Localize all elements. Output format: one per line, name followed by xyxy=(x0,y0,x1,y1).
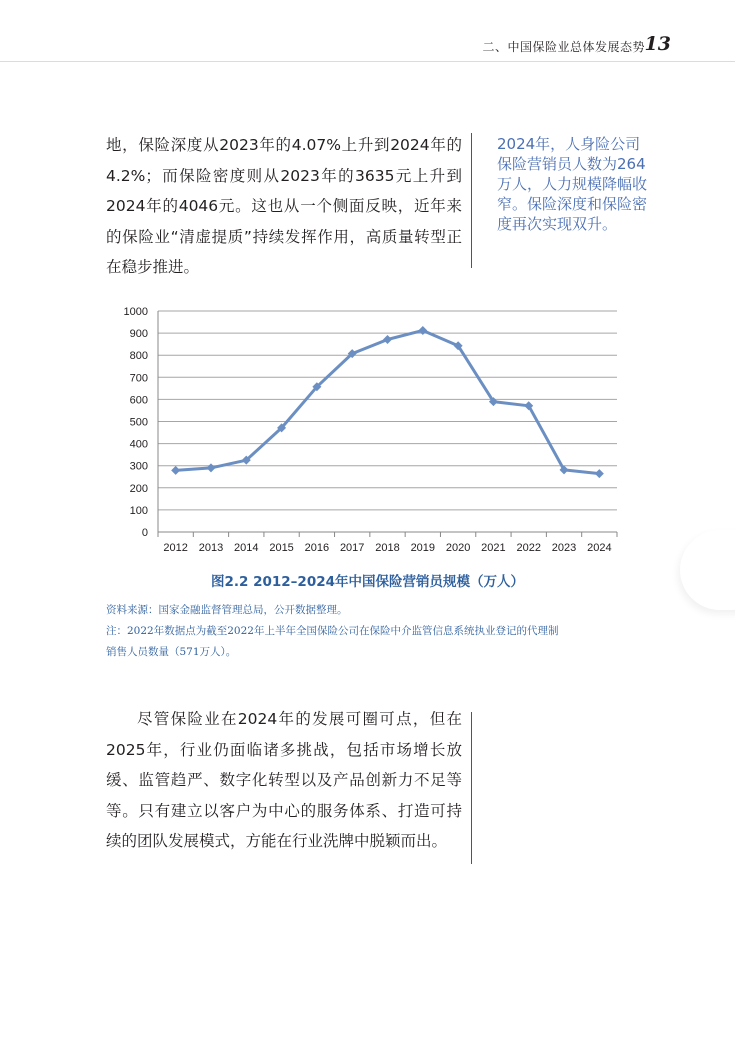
y-tick-label: 700 xyxy=(129,372,148,385)
y-tick-label: 500 xyxy=(129,416,148,429)
divider-rule xyxy=(471,712,472,864)
body-paragraph-1: 地，保险深度从2023年的4.07%上升到2024年的4.2%；而保险密度则从2023年的3635元上升到2024年的4046元。这也从一个侧面反映，近年来的保险业“清虚提质”持续发挥作用，高质量转型正在稳步推进。 xyxy=(106,136,462,276)
y-tick-label: 200 xyxy=(129,482,148,495)
chart-caption: 图2.2 2012–2024年中国保险营销员规模（万人） xyxy=(210,574,524,590)
y-tick-label: 400 xyxy=(129,438,148,451)
y-tick-label: 900 xyxy=(129,328,148,341)
body-paragraph-2: 尽管保险业在2024年的发展可圈可点，但在2025年，行业仍面临诸多挑战，包括市场增长放缓、监管趋严、数字化转型以及产品创新力不足等等。只有建立以客户为中心的服务体系、打造可持续的团队发展模式，方能在行业洗牌中脱颖而出。 xyxy=(106,710,462,850)
source-note xyxy=(106,600,636,663)
x-tick-label: 2014 xyxy=(234,542,259,554)
data-point-marker xyxy=(383,335,392,344)
x-tick-label: 2012 xyxy=(163,542,188,554)
y-tick-label: 600 xyxy=(129,394,148,407)
y-tick-label: 1000 xyxy=(123,306,148,318)
data-point-marker xyxy=(595,469,604,478)
line-chart xyxy=(0,295,735,565)
series-line xyxy=(176,330,600,473)
page-number: 13 xyxy=(644,33,671,55)
x-tick-label: 2019 xyxy=(410,542,436,554)
pull-quote: 2024年，人身险公司保险营销员人数为264万人，人力规模降幅收窄。保险深度和保险密度再次实现双升。 xyxy=(497,135,648,233)
divider-rule xyxy=(471,133,472,268)
note-line-1: 注：2022年数据点为截至2022年上半年全国保险公司在保险中介监管信息系统执业登记的代理制 xyxy=(106,625,559,637)
x-tick-label: 2021 xyxy=(481,542,506,554)
y-tick-label: 300 xyxy=(129,460,148,473)
y-tick-label: 100 xyxy=(129,504,148,517)
x-tick-label: 2017 xyxy=(339,542,365,554)
x-tick-label: 2020 xyxy=(445,542,471,554)
data-point-marker xyxy=(171,466,180,475)
x-tick-label: 2022 xyxy=(516,542,541,554)
data-point-marker xyxy=(206,463,215,472)
x-tick-label: 2018 xyxy=(375,542,400,554)
header-rule xyxy=(0,61,735,62)
note-line-2: 销售人员数量（571万人）。 xyxy=(106,646,237,658)
y-tick-label: 0 xyxy=(141,527,148,539)
source-line: 资料来源：国家金融监督管理总局，公开数据整理。 xyxy=(106,604,348,616)
x-tick-label: 2024 xyxy=(587,542,612,554)
x-tick-label: 2023 xyxy=(551,542,577,554)
x-tick-label: 2016 xyxy=(304,542,330,554)
x-tick-label: 2013 xyxy=(198,542,224,554)
x-tick-label: 2015 xyxy=(269,542,294,554)
y-tick-label: 800 xyxy=(129,350,148,363)
running-header: 二、中国保险业总体发展态势 xyxy=(482,40,645,54)
